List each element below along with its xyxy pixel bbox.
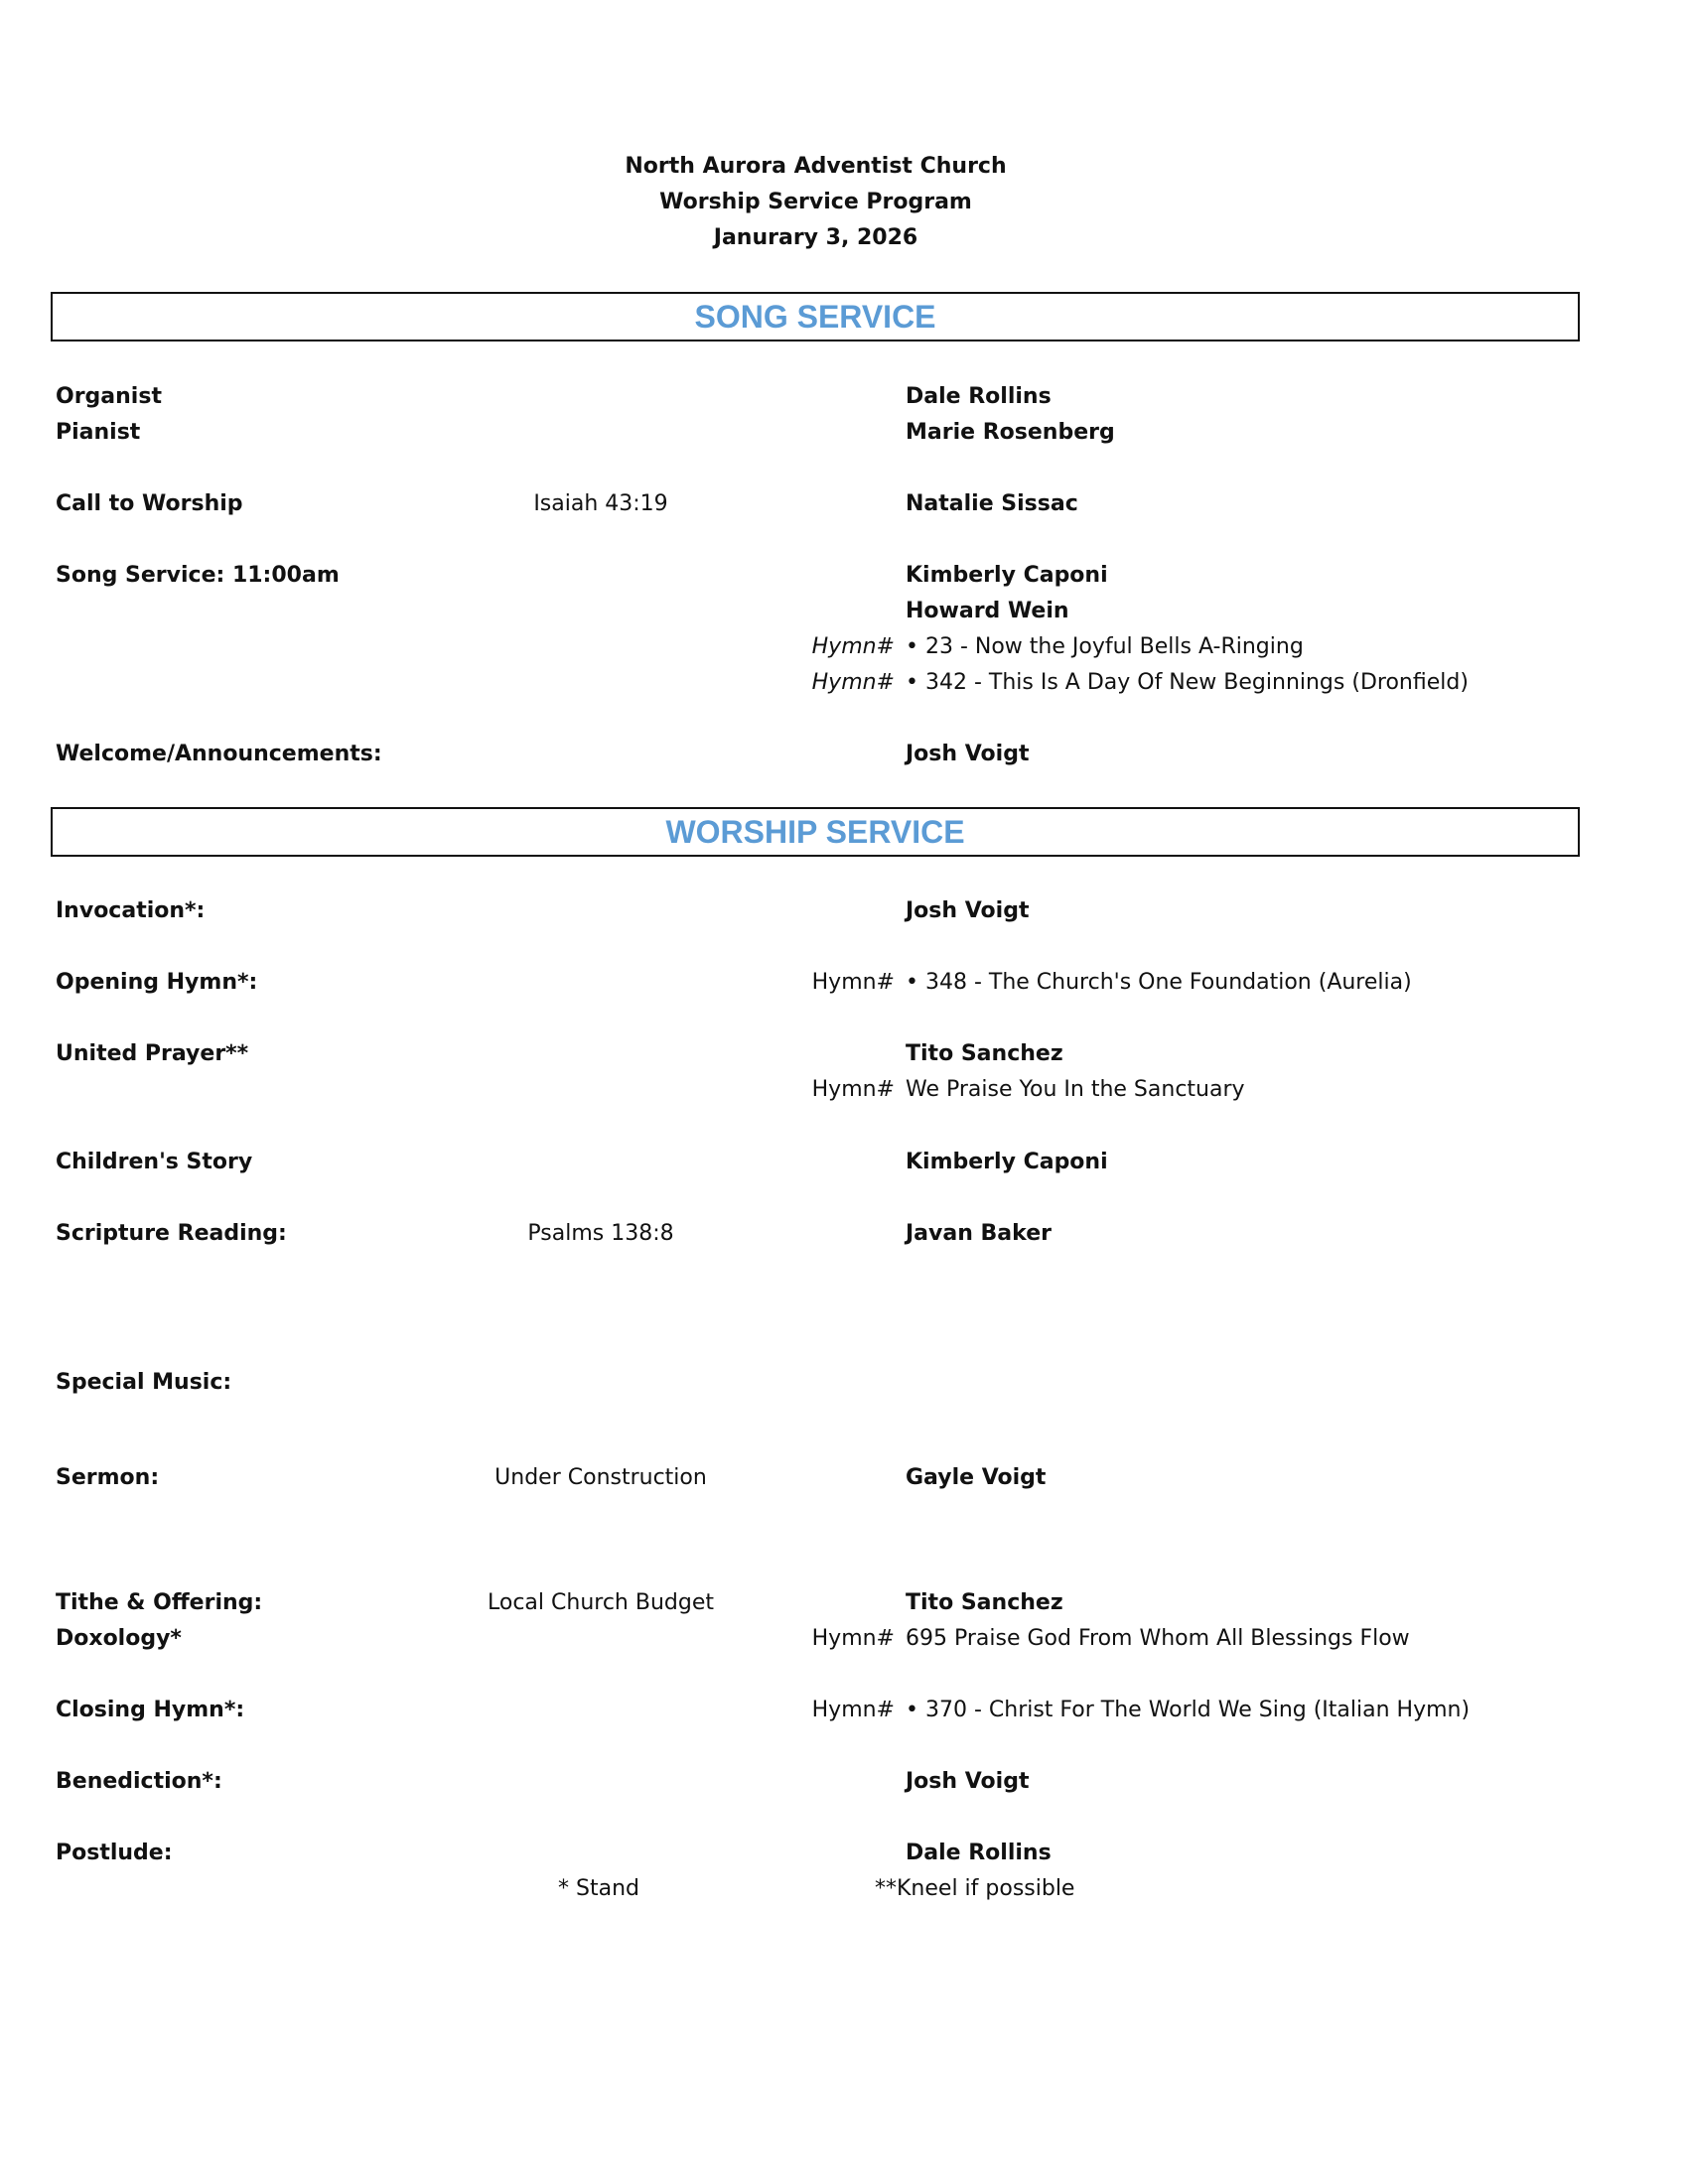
sermon-speaker: Gayle Voigt <box>906 1465 1047 1490</box>
song-leader-row <box>0 594 1688 629</box>
sermon-title: Under Construction <box>494 1465 707 1490</box>
hymn-prefix: Hymn# <box>811 670 895 695</box>
invocation-label: Invocation*: <box>56 898 206 923</box>
pianist-row <box>0 415 1688 451</box>
stand-note: * Stand <box>558 1876 639 1901</box>
special-music-label: Special Music: <box>56 1370 232 1395</box>
invocation-person: Josh Voigt <box>906 898 1030 923</box>
postlude-row <box>0 1836 1688 1871</box>
united-prayer-person: Tito Sanchez <box>906 1041 1063 1066</box>
pianist-label: Pianist <box>56 420 141 445</box>
childrens-story-label: Children's Story <box>56 1150 253 1174</box>
closing-hymn-row <box>0 1693 1688 1728</box>
doxology-hymn: 695 Praise God From Whom All Blessings Flow <box>906 1626 1410 1651</box>
song-hymn-2: • 342 - This Is A Day Of New Beginnings (Dronfield) <box>906 670 1469 695</box>
sermon-row <box>0 1460 1688 1496</box>
song-hymn-row-2 <box>0 665 1688 701</box>
benediction-person: Josh Voigt <box>906 1769 1030 1794</box>
hymn-prefix: Hymn# <box>811 1626 895 1651</box>
tithe-person: Tito Sanchez <box>906 1590 1063 1615</box>
church-name: North Aurora Adventist Church <box>625 154 1007 179</box>
benediction-label: Benediction*: <box>56 1769 222 1794</box>
welcome-row <box>0 737 1688 772</box>
tithe-offering-label: Tithe & Offering: <box>56 1590 263 1615</box>
tithe-offering-row <box>0 1585 1688 1621</box>
program-title: Worship Service Program <box>659 190 972 214</box>
call-to-worship-label: Call to Worship <box>56 491 243 516</box>
call-to-worship-scripture: Isaiah 43:19 <box>533 491 668 516</box>
organist-name: Dale Rollins <box>906 384 1052 409</box>
scripture-reference: Psalms 138:8 <box>527 1221 674 1246</box>
pianist-name: Marie Rosenberg <box>906 420 1115 445</box>
song-service-title: SONG SERVICE <box>694 299 936 335</box>
welcome-label: Welcome/Announcements: <box>56 742 382 766</box>
hymn-prefix: Hymn# <box>811 970 895 995</box>
prayer-hymn-row <box>0 1072 1688 1108</box>
tithe-purpose: Local Church Budget <box>488 1590 714 1615</box>
postlude-person: Dale Rollins <box>906 1841 1052 1865</box>
childrens-story-person: Kimberly Caponi <box>906 1150 1108 1174</box>
song-service-banner <box>51 292 1580 341</box>
prayer-hymn: We Praise You In the Sanctuary <box>906 1077 1245 1102</box>
song-leader-1: Kimberly Caponi <box>906 563 1108 588</box>
song-service-label: Song Service: 11:00am <box>56 563 340 588</box>
doxology-row <box>0 1621 1688 1657</box>
song-hymn-1: • 23 - Now the Joyful Bells A-Ringing <box>906 634 1304 659</box>
organist-label: Organist <box>56 384 162 409</box>
doxology-label: Doxology* <box>56 1626 182 1651</box>
special-music-row <box>0 1365 1688 1401</box>
childrens-story-row <box>0 1145 1688 1180</box>
postlude-label: Postlude: <box>56 1841 173 1865</box>
call-to-worship-row <box>0 486 1688 522</box>
hymn-prefix: Hymn# <box>811 1077 895 1102</box>
hymn-prefix: Hymn# <box>811 1698 895 1722</box>
closing-hymn: • 370 - Christ For The World We Sing (Italian Hymn) <box>906 1698 1471 1722</box>
opening-hymn-row <box>0 965 1688 1001</box>
scripture-reading-label: Scripture Reading: <box>56 1221 287 1246</box>
song-service-row <box>0 558 1688 594</box>
organist-row <box>0 379 1688 415</box>
worship-service-title: WORSHIP SERVICE <box>665 814 965 850</box>
song-leader-2: Howard Wein <box>906 599 1069 623</box>
worship-service-banner <box>51 807 1580 857</box>
opening-hymn: • 348 - The Church's One Foundation (Aurelia) <box>906 970 1412 995</box>
benediction-row <box>0 1764 1688 1800</box>
song-hymn-row-1 <box>0 629 1688 665</box>
sermon-label: Sermon: <box>56 1465 160 1490</box>
kneel-note: **Kneel if possible <box>875 1876 1075 1901</box>
united-prayer-label: United Prayer** <box>56 1041 249 1066</box>
opening-hymn-label: Opening Hymn*: <box>56 970 258 995</box>
united-prayer-row <box>0 1036 1688 1072</box>
invocation-row <box>0 893 1688 929</box>
scripture-reading-row <box>0 1216 1688 1252</box>
scripture-reader: Javan Baker <box>906 1221 1052 1246</box>
welcome-person: Josh Voigt <box>906 742 1030 766</box>
closing-hymn-label: Closing Hymn*: <box>56 1698 245 1722</box>
hymn-prefix: Hymn# <box>811 634 895 659</box>
program-date: Janurary 3, 2026 <box>713 225 918 250</box>
call-to-worship-person: Natalie Sissac <box>906 491 1078 516</box>
